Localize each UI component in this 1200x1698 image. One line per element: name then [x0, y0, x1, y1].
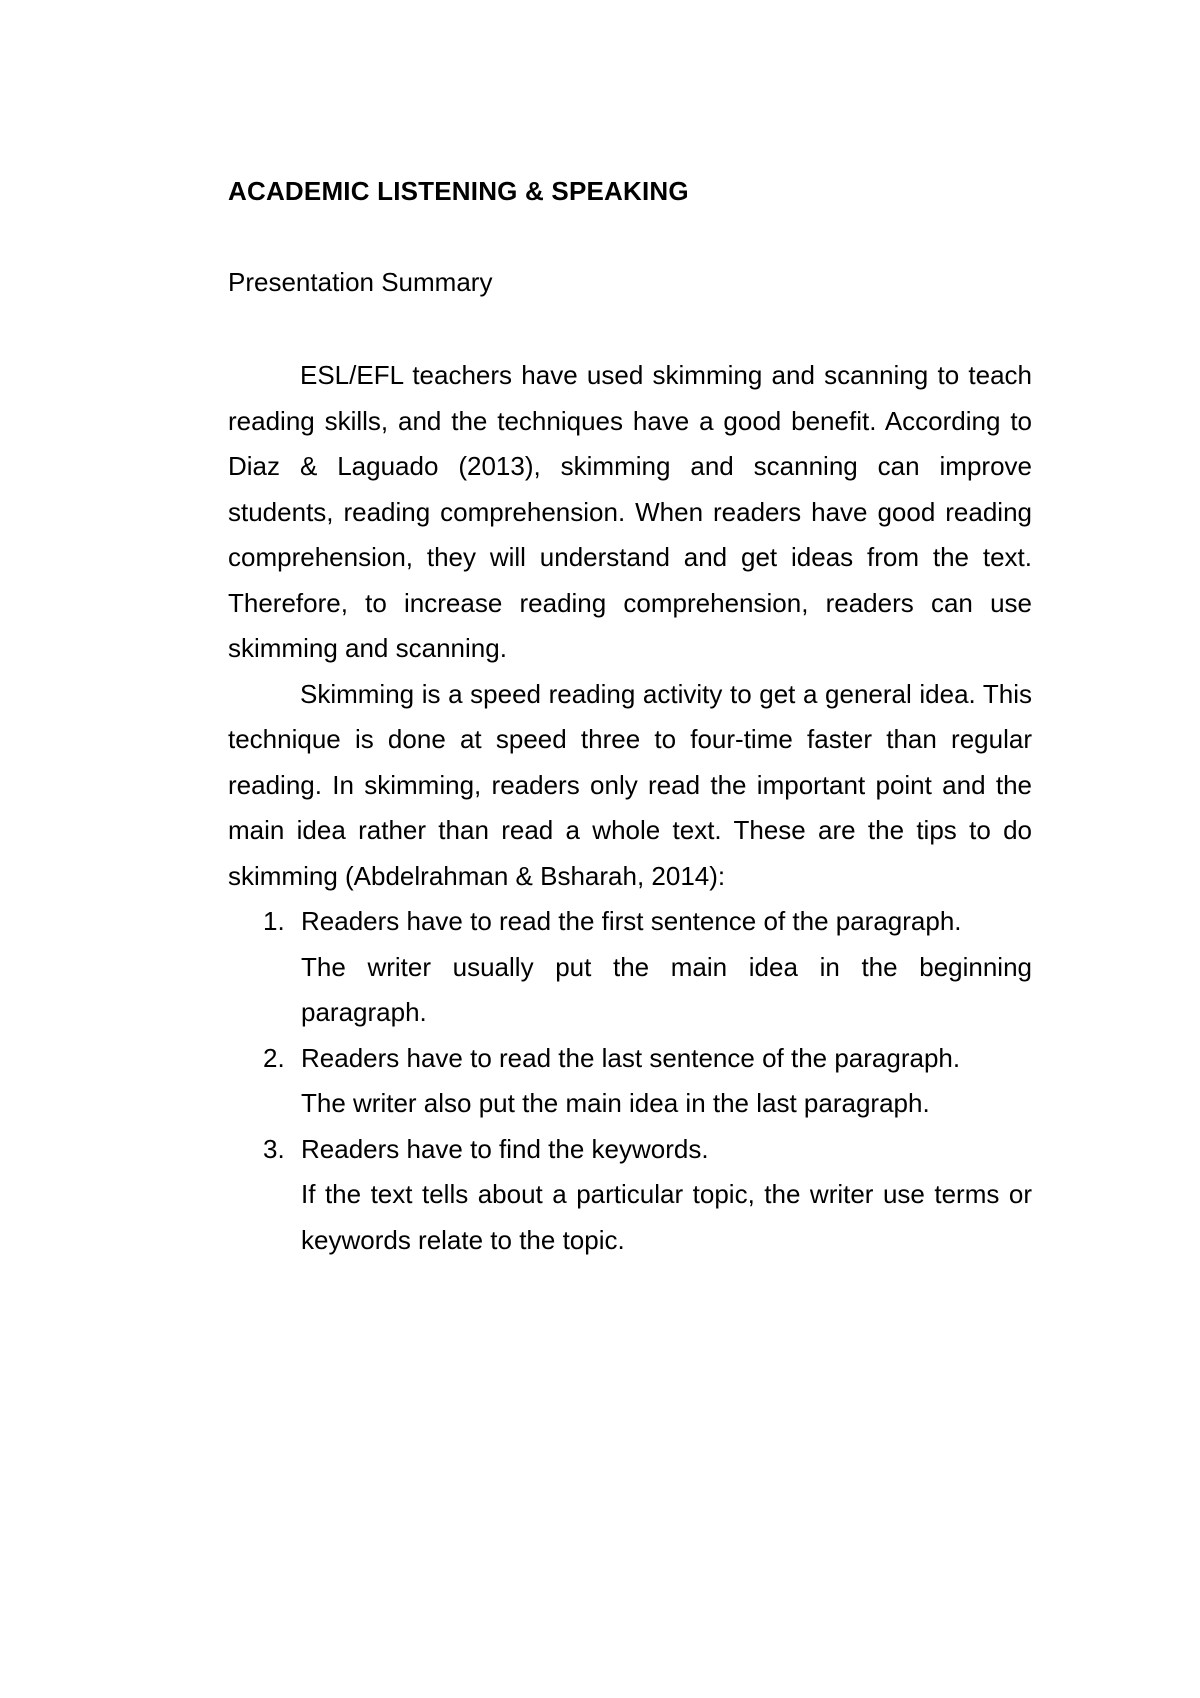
list-item-tip-1 — [228, 899, 1032, 1036]
tip-heading: Readers have to read the last sentence of the paragraph. — [301, 1042, 961, 1073]
tip-number: 3. — [263, 1133, 285, 1164]
document-title: ACADEMIC LISTENING & SPEAKING — [228, 176, 689, 206]
tip-number: 2. — [263, 1042, 285, 1073]
list-item-tip-2 — [228, 1036, 1032, 1127]
paragraph-intro: ESL/EFL teachers have used skimming and scanning to teach reading skills, and the techniques have a good benefit. According to Diaz & Laguado (2013), skimming and scanning can improve students, reading comprehension. When readers have good reading comprehension, they will understand and get ideas from the text. Therefore, to increase reading comprehension, readers can use skimming and scanning. — [228, 360, 1032, 663]
skimming-tips-list — [228, 899, 1032, 1263]
tip-heading: Readers have to read the first sentence of the paragraph. — [301, 906, 962, 936]
document-subtitle: Presentation Summary — [228, 267, 493, 297]
tip-number: 1. — [263, 906, 285, 936]
list-item-tip-3 — [228, 1127, 1032, 1264]
paragraph-skimming: Skimming is a speed reading activity to get a general idea. This technique is done at speed three to four-time faster than regular reading. In skimming, readers only read the important point and the main idea rather than read a whole text. These are the tips to do skimming (Abdelrahman & Bsharah, 2014): — [228, 678, 1032, 891]
tip-detail: The writer also put the main idea in the last paragraph. — [301, 1088, 930, 1118]
tip-detail: The writer usually put the main idea in the beginning paragraph. — [301, 951, 1032, 1027]
document-body — [228, 353, 1032, 1263]
tip-detail: If the text tells about a particular topic, the writer use terms or keywords relate to the topic. — [301, 1179, 1032, 1255]
tip-heading: Readers have to find the keywords. — [301, 1133, 709, 1164]
